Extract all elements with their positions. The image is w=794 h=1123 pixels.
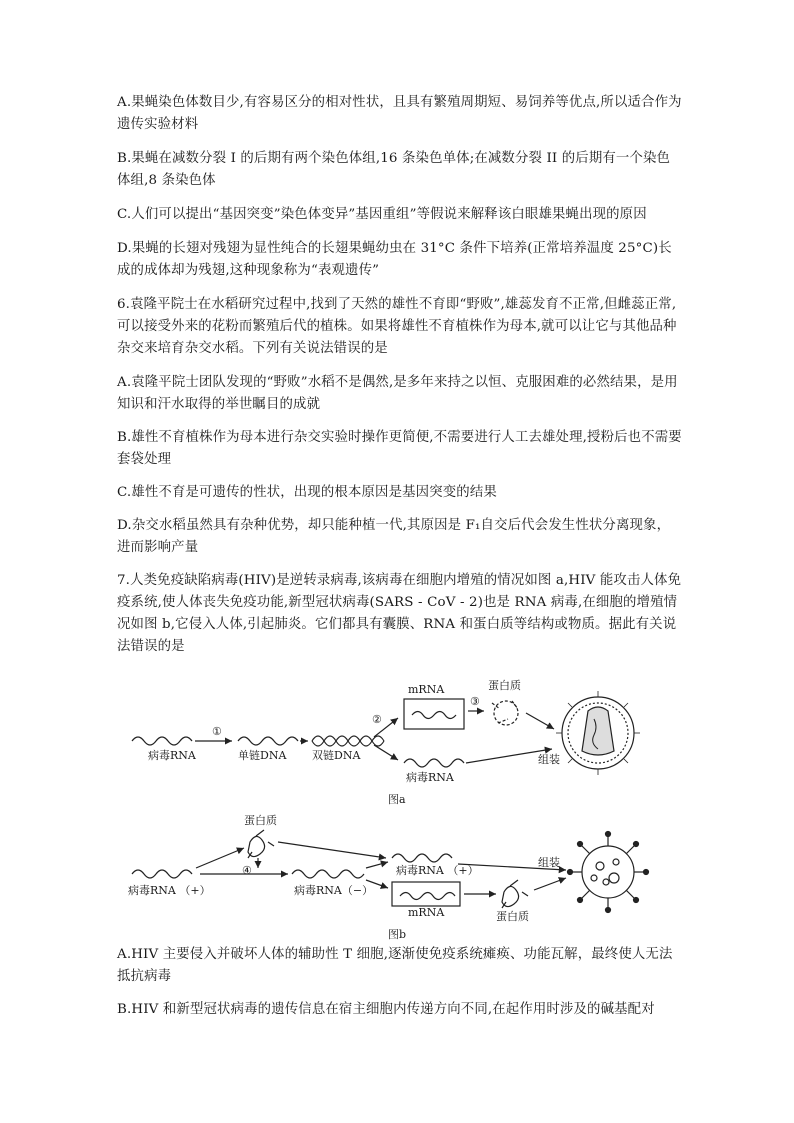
q7-option-a: A.HIV 主要侵入并破坏人体的辅助性 T 细胞,逐渐使免疫系统瘫痪、功能瓦解，最终使人无法抵抗病毒 bbox=[117, 947, 673, 984]
protein-label: 蛋白质 bbox=[488, 679, 521, 692]
q6-stem: 6.袁隆平院士在水稻研究过程中,找到了天然的雄性不育即“野败”,雄蕊发育不正常,但雌蕊正常,可以接受外来的花粉而繁殖后代的植株。如果将雄性不育植株作为母本,就可以让它与其他品种杂交来培育杂交水稻。下列有关说法错误的是 bbox=[117, 297, 677, 356]
q6-option-d: D.杂交水稻虽然具有杂种优势，却只能种植一代,其原因是 F₁自交后代会发生性状分离现象，进而影响产量 bbox=[117, 518, 671, 555]
q6-option-a: A.袁隆平院士团队发现的“野败”水稻不是偶然,是多年来持之以恒、克服困难的必然结果，是用知识和汗水取得的举世瞩目的成就 bbox=[117, 375, 678, 412]
rna-plus-label-2: 病毒RNA （+） bbox=[396, 864, 479, 877]
q7-option-b: B.HIV 和新型冠状病毒的遗传信息在宿主细胞内传递方向不同,在起作用时涉及的碱基配对 bbox=[117, 1002, 655, 1017]
ssdna-label: 单链DNA bbox=[238, 749, 287, 762]
viral-rna-plus-wave-2 bbox=[392, 854, 452, 862]
protein-top-label: 蛋白质 bbox=[244, 814, 277, 827]
viral-rna-wave bbox=[132, 737, 192, 745]
q5-option-b: B.果蝇在减数分裂 I 的后期有两个染色体组,16 条染色单体;在减数分裂 II 的后期有一个染色体组,8 条染色体 bbox=[117, 151, 671, 188]
q5-option-a: A.果蝇染色体数目少,有容易区分的相对性状，且具有繁殖周期短、易饲养等优点,所以适合作为遗传实验材料 bbox=[117, 95, 682, 132]
q5-option-d: D.果蝇的长翅对残翅为显性纯合的长翅果蝇幼虫在 31°C 条件下培养(正常培养温度 25°C)长成的成体却为残翅,这种现象称为“表观遗传” bbox=[117, 241, 672, 278]
hiv-virion-icon bbox=[562, 697, 634, 769]
mrna-b-label: mRNA bbox=[408, 906, 445, 919]
rna-plus-label: 病毒RNA （+） bbox=[128, 884, 211, 897]
viral-rna-plus-wave bbox=[132, 870, 192, 878]
viral-rna-label-2: 病毒RNA bbox=[406, 771, 454, 784]
assemble-label: 组装 bbox=[538, 753, 560, 766]
figure-b-caption: 图b bbox=[388, 928, 407, 941]
step-3-label: ③ bbox=[470, 695, 480, 708]
protein-fragments-icon bbox=[492, 701, 518, 725]
step-1-label: ① bbox=[212, 725, 222, 738]
q5-option-c: C.人们可以提出“基因突变”染色体变异”基因重组”等假说来解释该白眼雄果蝇出现的原因 bbox=[117, 207, 647, 222]
assemble-b-label: 组装 bbox=[538, 856, 560, 869]
protein-bottom-icon bbox=[502, 880, 528, 908]
rna-minus-label: 病毒RNA（−） bbox=[294, 884, 374, 897]
figure-a bbox=[120, 663, 680, 808]
protein-top-icon bbox=[248, 830, 274, 858]
step-4-label: ④ bbox=[242, 864, 252, 877]
step-2-label: ② bbox=[372, 713, 382, 726]
mrna-label: mRNA bbox=[408, 683, 445, 696]
viral-rna-wave-2 bbox=[404, 759, 464, 767]
figure-b bbox=[120, 812, 680, 942]
viral-rna-label: 病毒RNA bbox=[148, 749, 196, 762]
q7-stem: 7.人类免疫缺陷病毒(HIV)是逆转录病毒,该病毒在细胞内增殖的情况如图 a,HIV 能攻击人体免疫系统,使人体丧失免疫功能,新型冠状病毒(SARS - CoV - 2)也是 RNA 病毒,在细胞的增殖情况如图 b,它侵入人体,引起肺炎。它们都具有囊膜、RNA 和蛋白质等结构或物质。据此有关说法错误的是 bbox=[117, 573, 682, 654]
dsdna-label: 双链DNA bbox=[312, 749, 361, 762]
ssdna-wave bbox=[238, 737, 298, 745]
viral-rna-minus-wave bbox=[292, 870, 364, 878]
figure-a-caption: 图a bbox=[388, 793, 406, 806]
q6-option-c: C.雄性不育是可遗传的性状，出现的根本原因是基因突变的结果 bbox=[117, 485, 497, 500]
q6-option-b: B.雄性不育植株作为母本进行杂交实验时操作更简便,不需要进行人工去雄处理,授粉后也不需要套袋处理 bbox=[117, 430, 682, 467]
protein-bottom-label: 蛋白质 bbox=[496, 910, 529, 923]
